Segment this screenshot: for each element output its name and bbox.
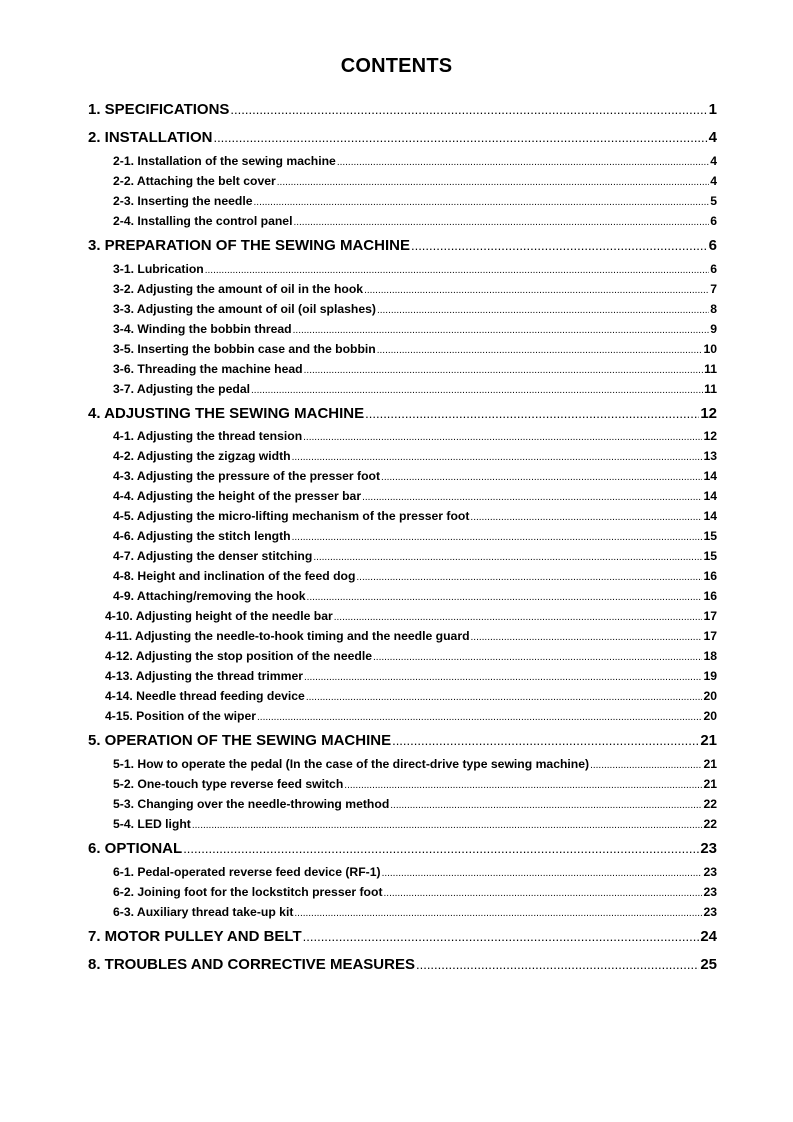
toc-entry-page: 10 [703, 342, 717, 356]
toc-subentry[interactable] [105, 689, 717, 705]
toc-entry-specifications[interactable] [88, 101, 717, 121]
toc-subentry[interactable] [113, 214, 717, 230]
toc-entry-label: 5-4. LED light [113, 817, 191, 831]
toc-subentry[interactable] [113, 262, 717, 278]
toc-subentry[interactable] [113, 777, 717, 793]
toc-entry-page: 25 [700, 956, 717, 973]
toc-subentry[interactable] [113, 589, 717, 605]
toc-entry-label: 4-7. Adjusting the denser stitching [113, 549, 313, 563]
toc-entry-label: 4-12. Adjusting the stop position of the needle [105, 649, 373, 663]
toc-entry-page: 13 [703, 449, 717, 463]
dot-leader [356, 572, 702, 583]
toc-subentry[interactable] [105, 669, 717, 685]
toc-subentry[interactable] [113, 817, 717, 833]
toc-entry-adjusting[interactable] [88, 405, 717, 425]
dot-leader [381, 472, 702, 483]
toc-entry-page: 17 [703, 609, 717, 623]
toc-entry-label: 3-3. Adjusting the amount of oil (oil splashes) [113, 302, 376, 316]
dot-leader [251, 385, 703, 396]
dot-leader [382, 868, 703, 879]
toc-subentry[interactable] [113, 569, 717, 585]
toc-subentry[interactable] [113, 302, 717, 318]
toc-entry-page: 16 [703, 569, 717, 583]
toc-entry-page: 18 [703, 649, 717, 663]
toc-entry-page: 23 [700, 840, 717, 857]
toc-entry-label: 4-15. Position of the wiper [105, 709, 257, 723]
dot-leader [362, 492, 702, 503]
toc-entry-label: 2-1. Installation of the sewing machine [113, 154, 336, 168]
toc-entry-label: 5-1. How to operate the pedal (In the case of the direct-drive type sewing machine) [113, 757, 590, 771]
dot-leader [292, 452, 703, 463]
toc-entry-label: 4-4. Adjusting the height of the presser bar [113, 489, 362, 503]
toc-subentry[interactable] [113, 885, 717, 901]
dot-leader [304, 672, 702, 683]
dot-leader [471, 632, 703, 643]
toc-entry-page: 9 [710, 322, 717, 336]
dot-leader [470, 512, 702, 523]
toc-entry-label: 4-3. Adjusting the pressure of the presser foot [113, 469, 381, 483]
toc-entry-page: 14 [703, 509, 717, 523]
toc-entry-page: 22 [703, 797, 717, 811]
dot-leader [313, 552, 702, 563]
toc-entry-label: 2. INSTALLATION [88, 129, 213, 146]
toc-entry-page: 20 [703, 709, 717, 723]
toc-entry-label: 3-5. Inserting the bobbin case and the bobbin [113, 342, 376, 356]
toc-entry-label: 4. ADJUSTING THE SEWING MACHINE [88, 405, 365, 422]
toc-subentry[interactable] [105, 649, 717, 665]
toc-entry-page: 15 [703, 549, 717, 563]
dot-leader [192, 820, 703, 831]
toc-subentry[interactable] [113, 382, 717, 398]
toc-entry-page: 12 [700, 405, 717, 422]
toc-entry-label: 7. MOTOR PULLEY AND BELT [88, 928, 302, 945]
dot-leader [390, 800, 702, 811]
dot-leader [411, 238, 708, 253]
toc-entry-page: 15 [703, 529, 717, 543]
toc-entry-label: 2-2. Attaching the belt cover [113, 174, 276, 188]
toc-entry-label: 4-10. Adjusting height of the needle bar [105, 609, 333, 623]
toc-subentry[interactable] [113, 797, 717, 813]
toc-entry-page: 5 [710, 194, 717, 208]
toc-subentry[interactable] [113, 322, 717, 338]
dot-leader [183, 841, 699, 856]
toc-entry-page: 11 [704, 362, 717, 376]
toc-entry-page: 4 [710, 154, 717, 168]
toc-entry-page: 6 [708, 237, 717, 254]
toc-entry-label: 4-13. Adjusting the thread trimmer [105, 669, 303, 683]
toc-subentry[interactable] [113, 342, 717, 358]
dot-leader [257, 712, 702, 723]
toc-entry-page: 4 [708, 129, 717, 146]
toc-entry-page: 19 [703, 669, 717, 683]
toc-entry-troubles[interactable] [88, 956, 717, 976]
toc-entry-installation[interactable] [88, 129, 717, 149]
toc-entry-label: 4-11. Adjusting the needle-to-hook timing and the needle guard [105, 629, 470, 643]
dot-leader [373, 652, 702, 663]
toc-entry-label: 3-7. Adjusting the pedal [113, 382, 251, 396]
dot-leader [292, 532, 703, 543]
dot-leader [213, 130, 707, 145]
toc-entry-label: 3-2. Adjusting the amount of oil in the hook [113, 282, 364, 296]
toc-entry-page: 24 [700, 928, 717, 945]
toc-subentry[interactable] [113, 865, 717, 881]
toc-subentry[interactable] [113, 509, 717, 525]
toc-entry-page: 16 [703, 589, 717, 603]
toc-entry-page: 6 [710, 214, 717, 228]
dot-leader [304, 365, 703, 376]
toc-entry-label: 3. PREPARATION OF THE SEWING MACHINE [88, 237, 410, 254]
toc-subentry[interactable] [113, 194, 717, 210]
toc-subentry[interactable] [113, 174, 717, 190]
dot-leader [294, 908, 702, 919]
toc-entry-page: 1 [708, 101, 717, 118]
dot-leader [590, 760, 702, 771]
toc-subentry[interactable] [105, 629, 717, 645]
toc-entry-optional[interactable] [88, 840, 717, 860]
dot-leader [334, 612, 703, 623]
toc-entry-page: 23 [703, 905, 717, 919]
toc-subentry[interactable] [113, 469, 717, 485]
toc-entry-label: 3-1. Lubrication [113, 262, 204, 276]
toc-entry-label: 4-8. Height and inclination of the feed dog [113, 569, 356, 583]
toc-subentry[interactable] [113, 362, 717, 378]
toc-entry-label: 6-1. Pedal-operated reverse feed device (RF-1) [113, 865, 381, 879]
toc-entry-label: 5. OPERATION OF THE SEWING MACHINE [88, 732, 392, 749]
toc-entry-label: 6-2. Joining foot for the lockstitch presser foot [113, 885, 383, 899]
dot-leader [377, 345, 703, 356]
toc-entry-page: 21 [700, 732, 717, 749]
dot-leader [293, 217, 709, 228]
toc-entry-label: 4-14. Needle thread feeding device [105, 689, 305, 703]
toc-entry-page: 17 [703, 629, 717, 643]
toc-entry-label: 4-1. Adjusting the thread tension [113, 429, 303, 443]
toc-entry-page: 8 [710, 302, 717, 316]
toc-subentry[interactable] [105, 709, 717, 725]
toc-entry-page: 11 [704, 382, 717, 396]
toc-entry-page: 4 [710, 174, 717, 188]
toc-subentry[interactable] [113, 529, 717, 545]
dot-leader [230, 102, 707, 117]
toc-entry-label: 6. OPTIONAL [88, 840, 183, 857]
toc-entry-operation[interactable] [88, 732, 717, 752]
dot-leader [392, 733, 699, 748]
dot-leader [303, 432, 702, 443]
dot-leader [254, 197, 710, 208]
toc-subentry[interactable] [113, 549, 717, 565]
dot-leader [205, 265, 709, 276]
toc-entry-page: 21 [703, 777, 717, 791]
toc-entry-page: 21 [703, 757, 717, 771]
dot-leader [365, 406, 699, 421]
dot-leader [344, 780, 702, 791]
toc-entry-label: 4-2. Adjusting the zigzag width [113, 449, 291, 463]
toc-entry-label: 1. SPECIFICATIONS [88, 101, 230, 118]
toc-entry-label: 3-6. Threading the machine head [113, 362, 303, 376]
dot-leader [337, 157, 709, 168]
toc-entry-motor-pulley[interactable] [88, 928, 717, 948]
toc-entry-label: 4-6. Adjusting the stitch length [113, 529, 291, 543]
toc-subentry[interactable] [113, 282, 717, 298]
toc-subentry[interactable] [113, 489, 717, 505]
toc-entry-label: 5-3. Changing over the needle-throwing method [113, 797, 390, 811]
toc-entry-label: 6-3. Auxiliary thread take-up kit [113, 905, 294, 919]
toc-entry-page: 14 [703, 489, 717, 503]
toc-entry-page: 7 [710, 282, 717, 296]
toc-subentry[interactable] [113, 449, 717, 465]
toc-entry-label: 8. TROUBLES AND CORRECTIVE MEASURES [88, 956, 415, 973]
dot-leader [307, 592, 703, 603]
toc-subentry[interactable] [113, 429, 717, 445]
toc-entry-label: 2-4. Installing the control panel [113, 214, 293, 228]
dot-leader [377, 305, 709, 316]
toc-subentry[interactable] [113, 154, 717, 170]
toc-subentry[interactable] [105, 609, 717, 625]
toc-entry-page: 22 [703, 817, 717, 831]
dot-leader [384, 888, 703, 899]
dot-leader [306, 692, 703, 703]
dot-leader [416, 957, 699, 972]
toc-entry-label: 5-2. One-touch type reverse feed switch [113, 777, 344, 791]
toc-subentry[interactable] [113, 905, 717, 921]
toc-entry-page: 23 [703, 865, 717, 879]
toc-entry-preparation[interactable] [88, 237, 717, 257]
dot-leader [303, 929, 700, 944]
toc-entry-label: 2-3. Inserting the needle [113, 194, 253, 208]
toc-entry-page: 14 [703, 469, 717, 483]
toc-entry-label: 4-5. Adjusting the micro-lifting mechanism of the presser foot [113, 509, 470, 523]
dot-leader [293, 325, 710, 336]
toc-entry-page: 12 [703, 429, 717, 443]
toc-entry-label: 4-9. Attaching/removing the hook [113, 589, 306, 603]
toc-entry-label: 3-4. Winding the bobbin thread [113, 322, 292, 336]
toc-entry-page: 6 [710, 262, 717, 276]
page-title: CONTENTS [340, 55, 453, 77]
toc-entry-page: 20 [703, 689, 717, 703]
toc-entry-page: 23 [703, 885, 717, 899]
dot-leader [277, 177, 709, 188]
toc-subentry[interactable] [113, 757, 717, 773]
dot-leader [364, 285, 709, 296]
